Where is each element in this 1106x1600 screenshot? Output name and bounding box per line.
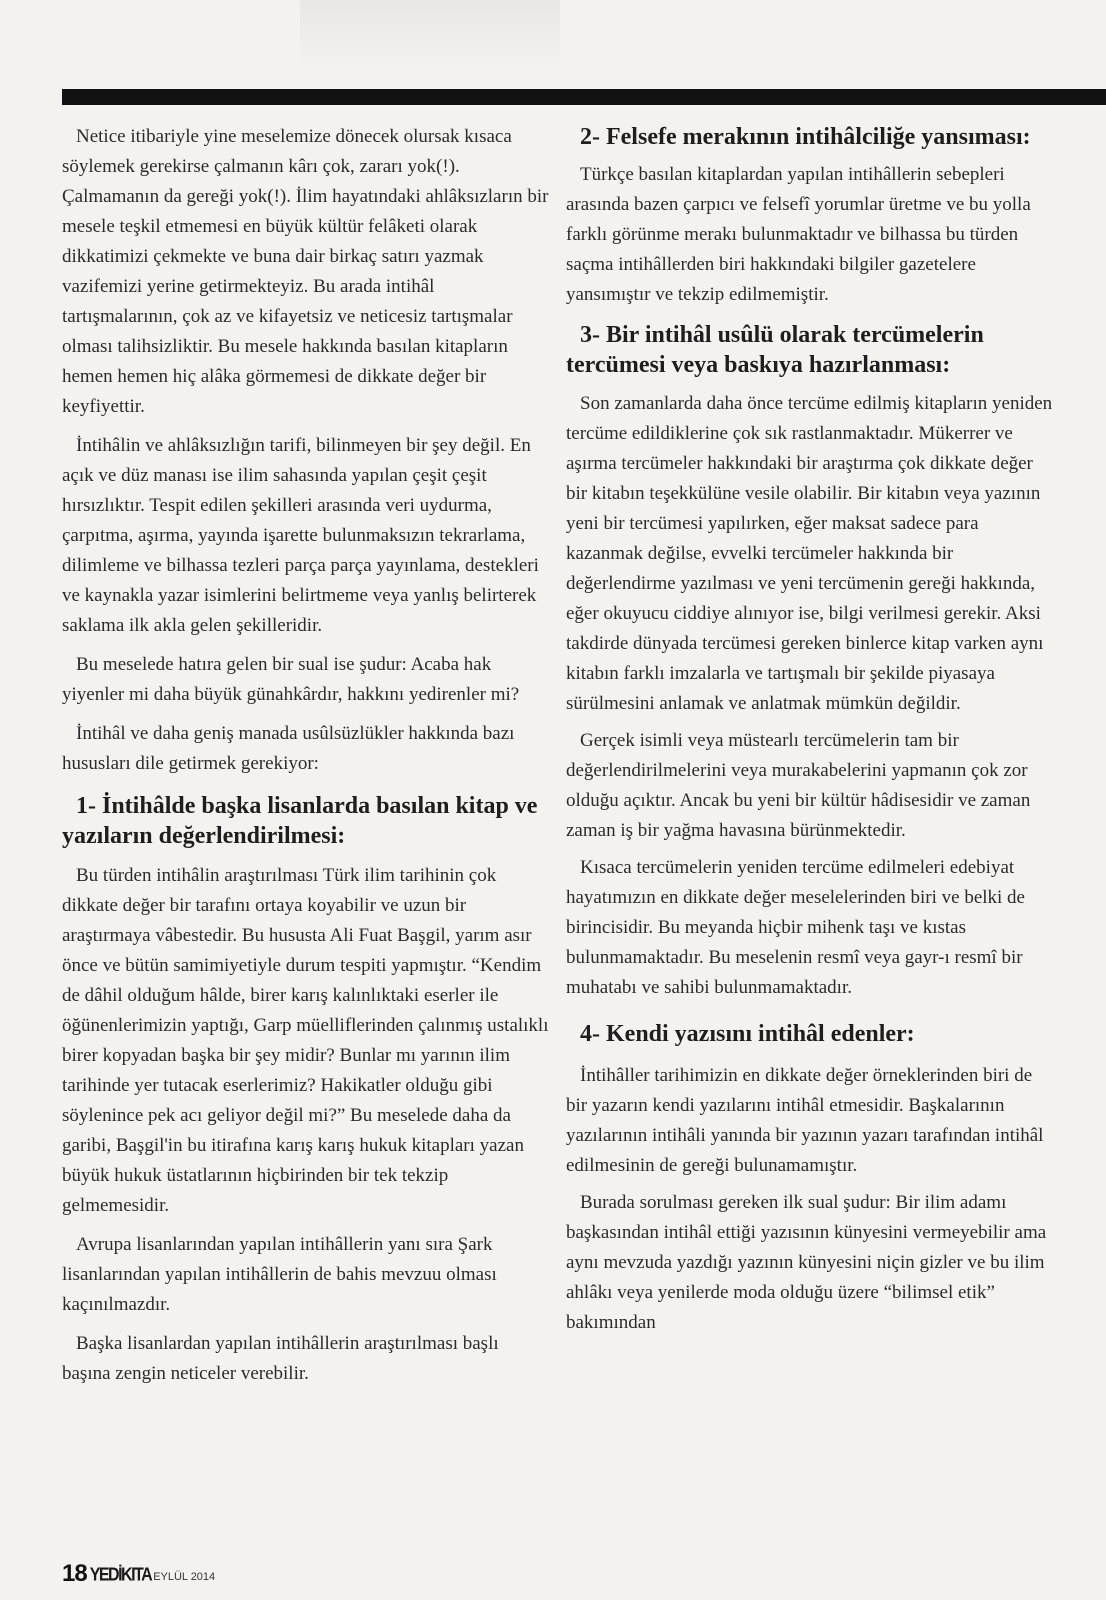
left-paragraph-3: Bu meselede hatıra gelen bir sual ise şudur: Acaba hak yiyenler mi daha büyük günahkârdır, hakkını yedirenler mi? [62, 654, 520, 705]
right-paragraph-1: Türkçe basılan kitaplardan yapılan intihâllerin sebepleri arasında bazen çarpıcı ve felsefî yorumlar üretme ve bu yolla farklı görünme merakı bulunmaktadır ve bilhassa bu türden saçma intihâllerden biri hakkındaki bilgiler gazetelere yansımıştır ve tekzip edilmemiştir. [566, 164, 1031, 305]
left-paragraph-4: İntihâl ve daha geniş manada usûlsüzlükler hakkında bazı hususları dile getirmek gerekiyor: [62, 723, 515, 774]
right-paragraph-6: Burada sorulması gereken ilk sual şudur: Bir ilim adamı başkasından intihâl ettiği yazısının künyesini vermeyebilir ama aynı mevzuda yazdığı yazının künyesini niçin gizler ve bu ilim ahlâkı veya yenilerde moda olduğu üzere “bilimsel etik” bakımından [566, 1192, 1047, 1333]
left-paragraph-6: Avrupa lisanlarından yapılan intihâllerin yanı sıra Şark lisanlarından yapılan intihâllerin de bahis mevzuu olması kaçınılmazdır. [62, 1234, 497, 1315]
left-paragraph-7: Başka lisanlardan yapılan intihâllerin araştırılması başlı başına zengin neticeler verebilir. [62, 1333, 499, 1384]
left-paragraph-2: İntihâlin ve ahlâksızlığın tarifi, bilinmeyen bir şey değil. En açık ve düz manası ise ilim sahasında yapılan çeşit çeşit hırsızlıktır. Tespit edilen şekilleri arasında veri uydurma, çarpıtma, aşırma, yayında işarette bulunmaksızın tekrarlama, dilimleme ve bilhassa tezleri parça parça yayınlama, destekleri ve kaynakla yazar isimlerini belirtmeme veya yanlış belirterek saklama ilk akla gelen şekilleridir. [62, 435, 539, 636]
left-paragraph-5: Bu türden intihâlin araştırılması Türk ilim tarihinin çok dikkate değer bir tarafını ortaya koyabilir ve uzun bir araştırmaya vâbestedir. Bu hususta Ali Fuat Başgil, yarım asır önce ve bütün samimiyetiyle durum tespiti yapmıştır. “Kendim de dâhil olduğum hâlde, birer karış kalınlıktaki eserler ile öğünenlerimizin yaptığı, Garp müelliflerinden çalınmış ustalıklı birer kopyadan başka bir şey midir? Bunlar mı yarının ilim tarihinde yer tutacak eserlerimiz? Hakikatler olduğu gibi söylenince pek acı geliyor değil mi?” Bu meselede daha da garibi, Başgil'in bu itirafına karış karış hukuk kitapları yazan büyük hukuk üstatlarının hiçbirinden bir tek tekzip gelmemesidir. [62, 865, 549, 1216]
right-paragraph-2: Son zamanlarda daha önce tercüme edilmiş kitapların yeniden tercüme edildiklerine çok sık rastlanmaktadır. Mükerrer ve aşırma tercümeler hakkındaki bir araştırma çok dikkate değer bir kitabın teşekkülüne vesile olabilir. Bir kitabın veya yazının yeni bir tercümesi yapılırken, eğer maksat sadece para kazanmak değilse, evvelki tercümeler hakkında bir değerlendirme yazılması ve yeni tercümenin gereği hakkında, eğer okuyucu ciddiye alınıyor ise, bilgi verilmesi gerekir. Aksi takdirde dünyada tercümesi gereken binlerce kitap varken aynı kitabın farklı imzalarla ve tartışmalı bir şekilde piyasaya sürülmesini anlamak ve anlatmak mümkün değildir. [566, 393, 1053, 714]
right-paragraph-3: Gerçek isimli veya müstearlı tercümelerin tam bir değerlendirilmelerini veya murakabelerini yapmanın çok zor olduğu açıktır. Ancak bu yeni bir kültür hâdisesidir ve zaman zaman iş bir yağma havasına bürünmektedir. [566, 730, 1031, 841]
left-column [62, 122, 550, 1389]
header-rule [62, 89, 1106, 105]
section-heading-2: 2- Felsefe merakının intihâlciliğe yansıması: [580, 124, 1031, 150]
magazine-name: YEDİKITA [89, 1565, 152, 1586]
top-fade [300, 0, 560, 70]
right-paragraph-4: Kısaca tercümelerin yeniden tercüme edilmeleri edebiyat hayatımızın en dikkate değer meselelerinden biri ve belki de birincisidir. Bu meyanda hiçbir mihenk taşı ve kıstas bulunmamaktadır. Bu meselenin resmî veya gayr-ı resmî bir muhatabı ve sahibi bulunmamaktadır. [566, 857, 1025, 998]
right-paragraph-5: İntihâller tarihimizin en dikkate değer örneklerinden biri de bir yazarın kendi yazılarını intihâl etmesidir. Başkalarının yazılarının intihâli yanında bir yazının yazarı tarafından intihâl edilmesinin de gereği bulunamamıştır. [566, 1065, 1044, 1176]
section-heading-1: 1- İntihâlde başka lisanlarda basılan kitap ve yazıların değerlendirilmesi: [62, 793, 538, 849]
page-footer [62, 1560, 215, 1586]
section-heading-4: 4- Kendi yazısını intihâl edenler: [580, 1021, 915, 1047]
section-heading-3: 3- Bir intihâl usûlü olarak tercümelerin tercümesi veya baskıya hazırlanması: [566, 322, 984, 378]
page-number: 18 [62, 1560, 87, 1587]
right-column [566, 122, 1056, 1338]
left-paragraph-1: Netice itibariyle yine meselemize dönecek olursak kısaca söylemek gerekirse çalmanın kârı çok, zararı yok(!). Çalmamanın da gereği yok(!). İlim hayatındaki ahlâksızların bir mesele teşkil etmemesi en büyük kültür felâketi olarak dikkatimizi çekmekte ve buna dair birkaç satırı yazmak vazifemizi yerine getirmekteyiz. Bu arada intihâl tartışmalarının, çok az ve kifayetsiz ve neticesiz tartışmalar olması talihsizliktir. Bu mesele hakkında basılan kitapların hemen hemen hiç alâka görmemesi de dikkate değer bir keyfiyettir. [62, 126, 549, 417]
issue-date: EYLÜL 2014 [153, 1571, 216, 1583]
